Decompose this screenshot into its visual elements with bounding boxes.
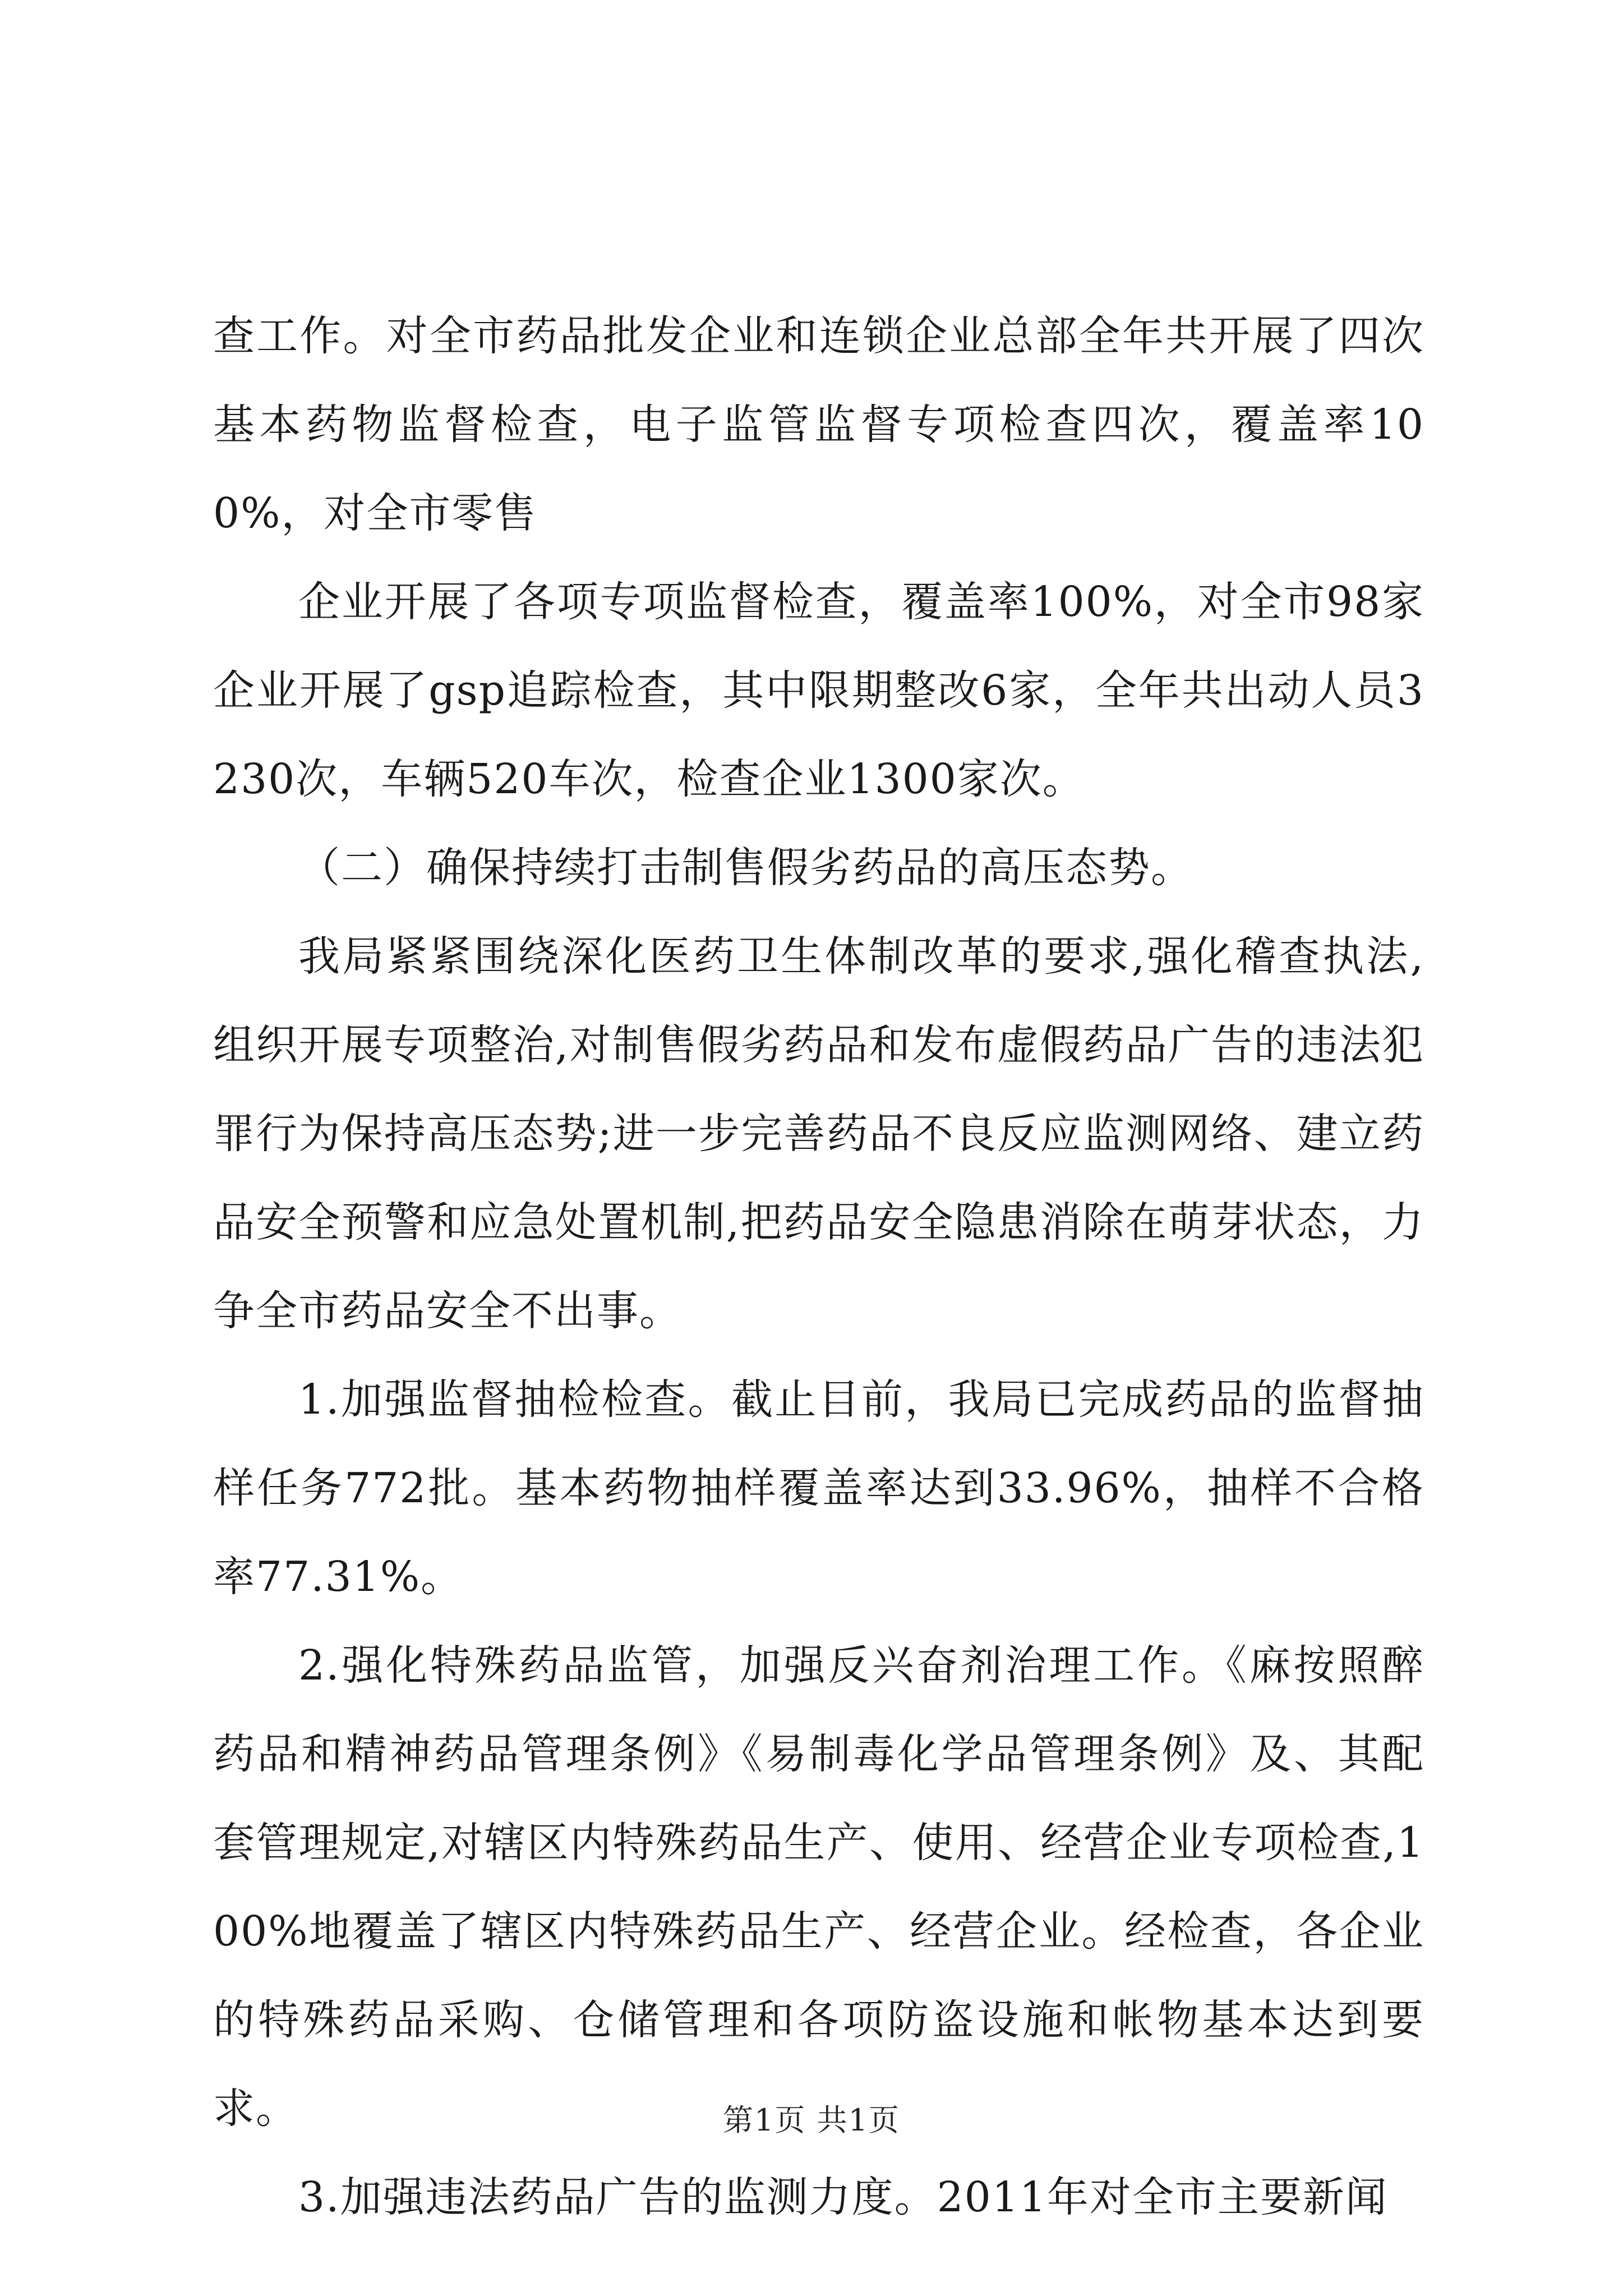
section-heading: （二）确保持续打击制售假劣药品的高压态势。 [298,844,1193,892]
paragraph-5: 1.加强监督抽检检查。截止目前，我局已完成药品的监督抽样任务772批。基本药物抽样覆盖率达到33.96%，抽样不合格率77.31%。 [213,1375,1424,1601]
paragraph-4: 我局紧紧围绕深化医药卫生体制改革的要求,强化稽查执法,组织开展专项整治,对制售假劣药品和发布虚假药品广告的违法犯罪行为保持高压态势;进一步完善药品不良反应监测网络、建立药品安全预警和应急处置机制,把药品安全隐患消除在萌芽状态，力争全市药品安全不出事。 [213,932,1424,1335]
paragraph-7: 3.加强违法药品广告的监测力度。2011年对全市主要新闻 [298,2173,1388,2221]
paragraph-6: 2.强化特殊药品监管，加强反兴奋剂治理工作。《麻按照醉药品和精神药品管理条例》《易制毒化学品管理条例》及、其配套管理规定,对辖区内特殊药品生产、使用、经营企业专项检查,100%地覆盖了辖区内特殊药品生产、经营企业。经检查，各企业的特殊药品采购、仓储管理和各项防盗设施和帐物基本达到要求。 [213,1641,1424,2133]
paragraph-2: 企业开展了各项专项监督检查，覆盖率100%，对全市98家企业开展了gsp追踪检查，其中限期整改6家，全年共出动人员3230次，车辆520车次，检查企业1300家次。 [213,578,1424,803]
page-footer: 第1页 共1页 [723,2102,900,2138]
paragraph-1: 查工作。对全市药品批发企业和连锁企业总部全年共开展了四次基本药物监督检查，电子监管监督专项检查四次，覆盖率100%，对全市零售 [213,312,1424,537]
document-body [213,292,1424,2242]
